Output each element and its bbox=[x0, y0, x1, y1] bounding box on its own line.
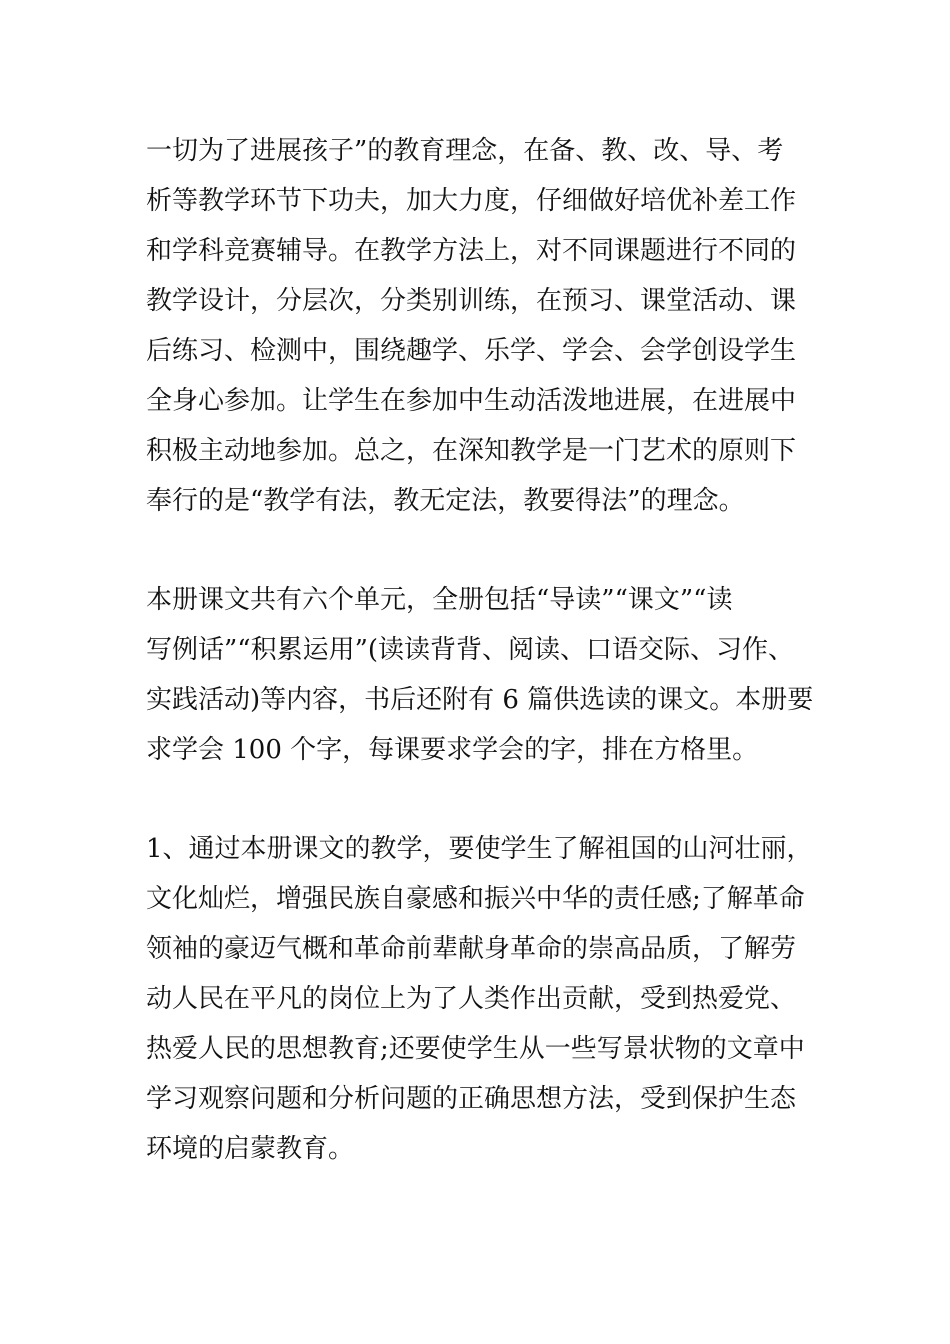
paragraph-spacer bbox=[146, 775, 846, 824]
text-line: 学习观察问题和分析问题的正确思想方法，受到保护生态 bbox=[146, 1084, 797, 1114]
text-line: 实践活动)等内容，书后还附有 6 篇供选读的课文。本册要 bbox=[146, 685, 814, 715]
paragraph-spacer bbox=[146, 526, 846, 575]
text-line: 领袖的豪迈气概和革命前辈献身革命的崇高品质，了解劳 bbox=[146, 934, 797, 964]
paragraph-teaching-philosophy bbox=[146, 126, 846, 526]
text-line: 一切为了进展孩子”的教育理念，在备、教、改、导、考 bbox=[146, 136, 784, 166]
paragraph-textbook-overview bbox=[146, 575, 846, 775]
text-line: 写例话”“积累运用”(读读背背、阅读、口语交际、习作、 bbox=[146, 635, 795, 665]
text-line: 积极主动地参加。总之，在深知教学是一门艺术的原则下 bbox=[146, 436, 797, 466]
text-line: 1、通过本册课文的教学，要使学生了解祖国的山河壮丽， bbox=[146, 834, 813, 864]
text-line: 教学设计，分层次，分类别训练，在预习、课堂活动、课 bbox=[146, 286, 797, 316]
text-line: 环境的启蒙教育。 bbox=[146, 1134, 355, 1164]
text-line: 全身心参加。让学生在参加中生动活泼地进展，在进展中 bbox=[146, 386, 797, 416]
document-body bbox=[146, 126, 846, 1174]
text-line: 和学科竞赛辅导。在教学方法上，对不同课题进行不同的 bbox=[146, 236, 797, 266]
text-line: 本册课文共有六个单元，全册包括“导读”“课文”“读 bbox=[146, 585, 733, 615]
text-line: 后练习、检测中，围绕趣学、乐学、学会、会学创设学生 bbox=[146, 336, 797, 366]
text-line: 奉行的是“教学有法，教无定法，教要得法”的理念。 bbox=[146, 486, 745, 516]
text-line: 析等教学环节下功夫，加大力度，仔细做好培优补差工作 bbox=[146, 186, 797, 216]
paragraph-teaching-goal-1 bbox=[146, 824, 846, 1174]
text-line: 文化灿烂，增强民族自豪感和振兴中华的责任感;了解革命 bbox=[146, 884, 805, 914]
text-line: 求学会 100 个字，每课要求学会的字，排在方格里。 bbox=[146, 735, 759, 765]
text-line: 动人民在平凡的岗位上为了人类作出贡献，受到热爱党、 bbox=[146, 984, 797, 1014]
text-line: 热爱人民的思想教育;还要使学生从一些写景状物的文章中 bbox=[146, 1034, 805, 1064]
